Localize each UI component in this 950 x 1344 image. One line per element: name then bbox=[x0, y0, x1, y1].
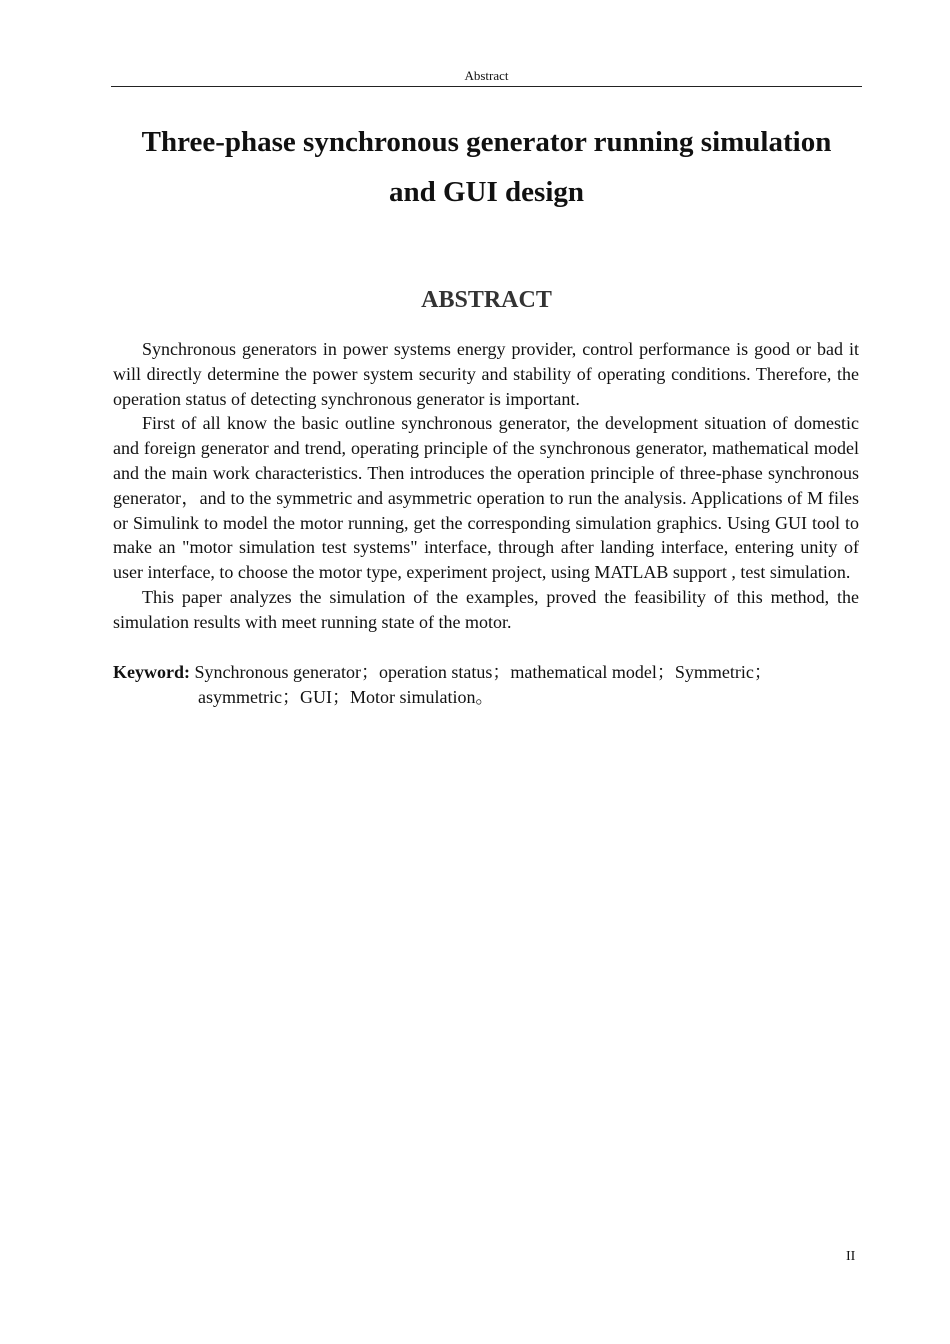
keywords-block bbox=[113, 660, 859, 710]
abstract-paragraph-1: Synchronous generators in power systems energy provider, control performance is good or bad it will directly determine the power system security and stability of operating conditions. Therefore, the operation status of detecting synchronous generator is important. bbox=[113, 339, 859, 409]
document-title bbox=[111, 117, 862, 217]
abstract-paragraph-2: First of all know the basic outline synchronous generator, the development situation of domestic and foreign generator and trend, operating principle of the synchronous generator, mathematical model and the main work characteristics. Then introduces the operation principle of three-phase synchronous generator，and to the symmetric and asymmetric operation to run the analysis. Applications of M files or Simulink to model the motor running, get the corresponding simulation graphics. Using GUI tool to make an "motor simulation test systems" interface, through after landing interface, entering unity of user interface, to choose the motor type, experiment project, using MATLAB support , test simulation. bbox=[113, 413, 859, 583]
keywords-line-1: Synchronous generator；operation status；mathematical model；Symmetric； bbox=[194, 662, 772, 682]
abstract-body bbox=[113, 337, 859, 635]
running-header bbox=[111, 68, 862, 87]
page-number: II bbox=[846, 1249, 856, 1264]
running-header-title: Abstract bbox=[464, 68, 509, 83]
document-title-line-2: and GUI design bbox=[388, 176, 584, 208]
keywords-label: Keyword: bbox=[113, 662, 190, 682]
abstract-heading: ABSTRACT bbox=[421, 287, 552, 313]
abstract-paragraph-3: This paper analyzes the simulation of the examples, proved the feasibility of this method, the simulation results with meet running state of the motor. bbox=[113, 586, 859, 632]
keywords-line-2: asymmetric；GUI；Motor simulation。 bbox=[198, 686, 494, 707]
document-title-line-1: Three-phase synchronous generator running simulation bbox=[141, 126, 832, 158]
